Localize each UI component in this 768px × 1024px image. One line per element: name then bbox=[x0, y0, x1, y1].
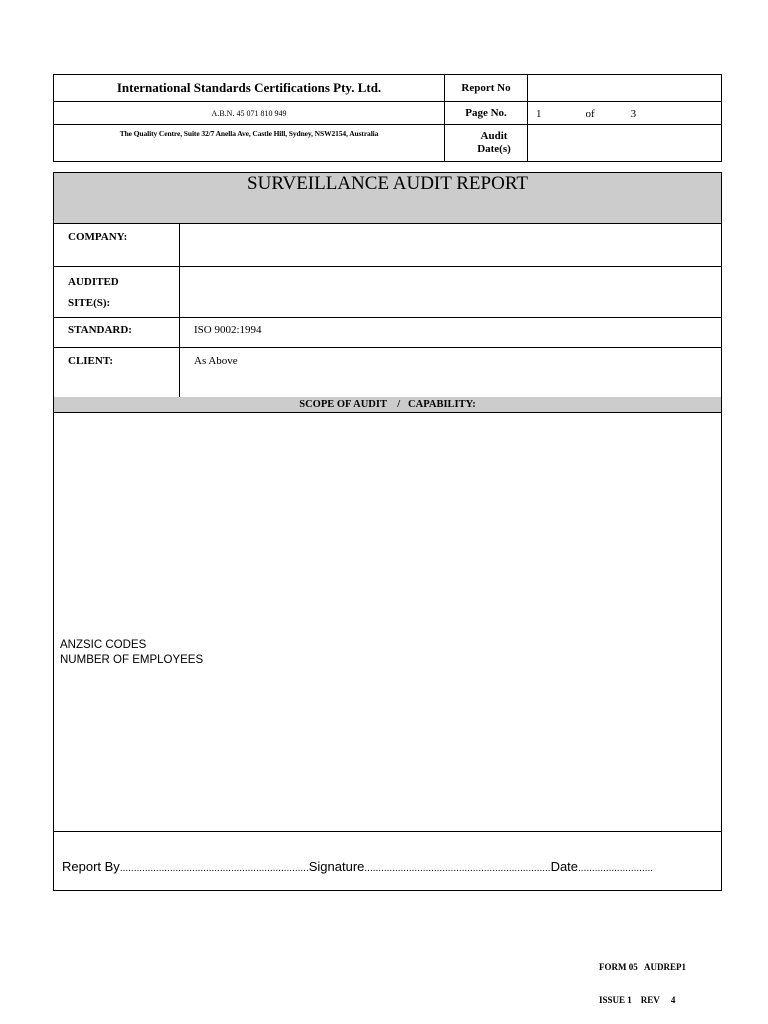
org-name: International Standards Certifications Pty. Ltd. bbox=[116, 80, 382, 95]
page-current: 1 bbox=[536, 108, 542, 120]
page-no-field[interactable] bbox=[528, 102, 722, 125]
number-of-employees-label: NUMBER OF EMPLOYEES bbox=[60, 654, 204, 666]
anzsic-codes-label: ANZSIC CODES bbox=[60, 639, 147, 651]
date-field[interactable]: ........................... bbox=[578, 863, 654, 874]
signature-row bbox=[62, 859, 653, 874]
signature-label: Signature bbox=[308, 859, 365, 874]
audit-dates-field[interactable] bbox=[528, 125, 722, 162]
report-no-field[interactable] bbox=[528, 75, 722, 102]
company-field[interactable] bbox=[194, 231, 714, 259]
client-label: CLIENT: bbox=[54, 347, 180, 397]
audited-sites-field[interactable] bbox=[194, 274, 714, 308]
scope-area[interactable] bbox=[54, 412, 721, 832]
standard-row bbox=[54, 317, 721, 348]
standard-label: STANDARD: bbox=[54, 317, 180, 347]
page-of: of bbox=[585, 108, 595, 120]
audited-sites-label bbox=[54, 266, 180, 317]
audited-sites-label-line2: SITE(S): bbox=[68, 297, 111, 309]
address-cell bbox=[54, 125, 445, 162]
page-total: 3 bbox=[630, 108, 637, 120]
audited-sites-label-line1: AUDITED bbox=[68, 276, 119, 288]
audited-sites-row bbox=[54, 266, 721, 318]
audit-dates-label-cell bbox=[445, 125, 528, 162]
date-label: Date bbox=[550, 859, 579, 874]
abn-cell bbox=[54, 102, 445, 125]
form-footer bbox=[599, 940, 686, 1017]
page-no-label-cell bbox=[445, 102, 528, 125]
issue-revision: ISSUE 1 REV 4 bbox=[599, 995, 676, 1005]
report-by-label: Report By bbox=[62, 859, 120, 874]
address: The Quality Centre, Suite 32/7 Anella Ave, Castle Hill, Sydney, NSW2154, Australia bbox=[119, 129, 379, 138]
client-value[interactable]: As Above bbox=[194, 355, 238, 367]
signature-field[interactable]: ................................................................... bbox=[364, 863, 551, 874]
org-name-cell bbox=[54, 75, 445, 102]
report-no-label-cell bbox=[445, 75, 528, 102]
company-label: COMPANY: bbox=[54, 223, 180, 266]
title-banner bbox=[54, 173, 721, 224]
page-no-label: Page No. bbox=[465, 107, 507, 119]
form-code: FORM 05 AUDREP1 bbox=[599, 962, 686, 972]
scope-heading bbox=[54, 397, 721, 413]
company-row bbox=[54, 223, 721, 267]
client-row bbox=[54, 347, 721, 397]
report-title: SURVEILLANCE AUDIT REPORT bbox=[247, 173, 528, 194]
standard-value[interactable]: ISO 9002:1994 bbox=[194, 324, 262, 336]
header-table bbox=[53, 74, 722, 162]
report-by-field[interactable]: .................................................................... bbox=[119, 863, 309, 874]
abn: A.B.N. 45 071 810 949 bbox=[211, 108, 287, 118]
audit-report-form bbox=[53, 172, 722, 891]
report-no-label: Report No bbox=[461, 82, 511, 94]
scope-heading-text: SCOPE OF AUDIT / CAPABILITY: bbox=[299, 399, 476, 410]
audit-dates-label: Audit Date(s) bbox=[477, 130, 511, 155]
